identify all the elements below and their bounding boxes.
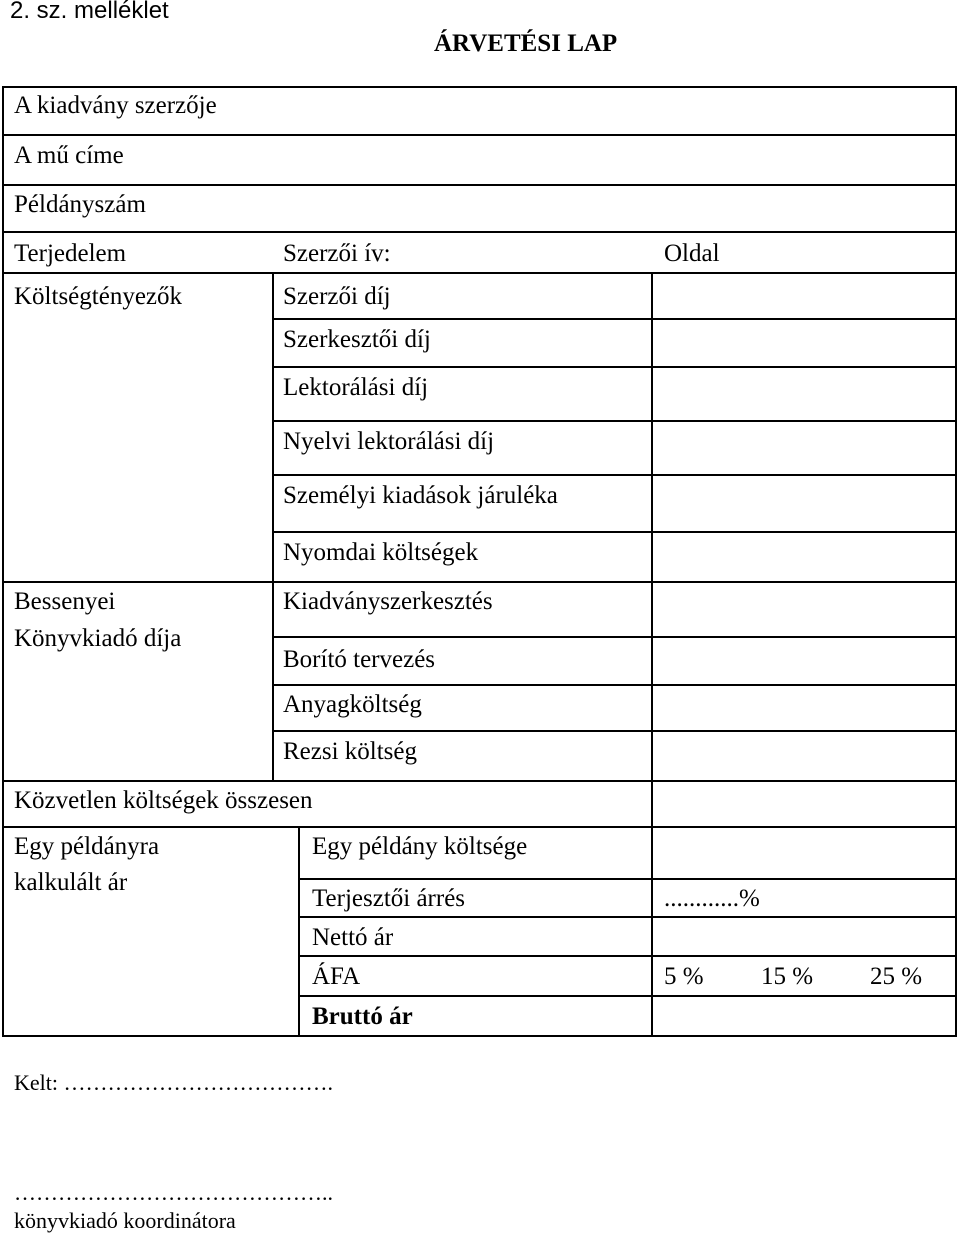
publisher-fee-label-line2: Könyvkiadó díja: [14, 625, 182, 652]
distributor-margin-value: ............%: [664, 885, 760, 912]
cost-item: Nyelvi lektorálási díj: [283, 428, 495, 455]
distributor-margin-label: Terjesztői árrés: [312, 885, 466, 912]
vat-option-25: 25 %: [870, 963, 923, 990]
per-copy-price-label-line2: kalkulált ár: [14, 869, 128, 896]
date-line: Kelt: ……………………………….: [14, 1070, 333, 1095]
cost-item: Személyi kiadások járuléka: [283, 482, 558, 509]
vat-label: ÁFA: [312, 963, 361, 990]
copy-cost-label: Egy példány költsége: [312, 833, 528, 860]
cost-item: Lektorálási díj: [283, 374, 429, 401]
vat-option-15: 15 %: [761, 963, 814, 990]
extent-pages-label: Oldal: [664, 240, 720, 267]
author-label: A kiadvány szerzője: [14, 92, 217, 119]
vat-option-5: 5 %: [664, 963, 704, 990]
work-title-label: A mű címe: [14, 142, 124, 169]
net-price-label: Nettó ár: [312, 924, 394, 951]
cost-item: Kiadványszerkesztés: [283, 588, 493, 615]
cost-item: Nyomdai költségek: [283, 539, 479, 566]
gross-price-label: Bruttó ár: [312, 1003, 413, 1030]
cost-item: Szerzői díj: [283, 283, 391, 310]
signatory-label: könyvkiadó koordinátora: [14, 1208, 236, 1233]
cost-item: Szerkesztői díj: [283, 326, 431, 353]
cost-factors-label: Költségtényezők: [14, 283, 183, 310]
publisher-fee-label-line1: Bessenyei: [14, 588, 116, 615]
copies-label: Példányszám: [14, 191, 146, 218]
direct-costs-total-label: Közvetlen költségek összesen: [14, 787, 313, 814]
cost-item: Anyagköltség: [283, 691, 422, 718]
extent-sheets-label: Szerzői ív:: [283, 240, 391, 267]
per-copy-price-label-line1: Egy példányra: [14, 833, 160, 860]
form-title: ÁRVETÉSI LAP: [434, 30, 618, 57]
signature-dots: ……………………………………..: [14, 1180, 333, 1205]
cost-item: Rezsi költség: [283, 738, 418, 765]
cost-item: Borító tervezés: [283, 646, 436, 673]
extent-label: Terjedelem: [14, 240, 127, 267]
annex-label: 2. sz. melléklet: [10, 0, 169, 24]
